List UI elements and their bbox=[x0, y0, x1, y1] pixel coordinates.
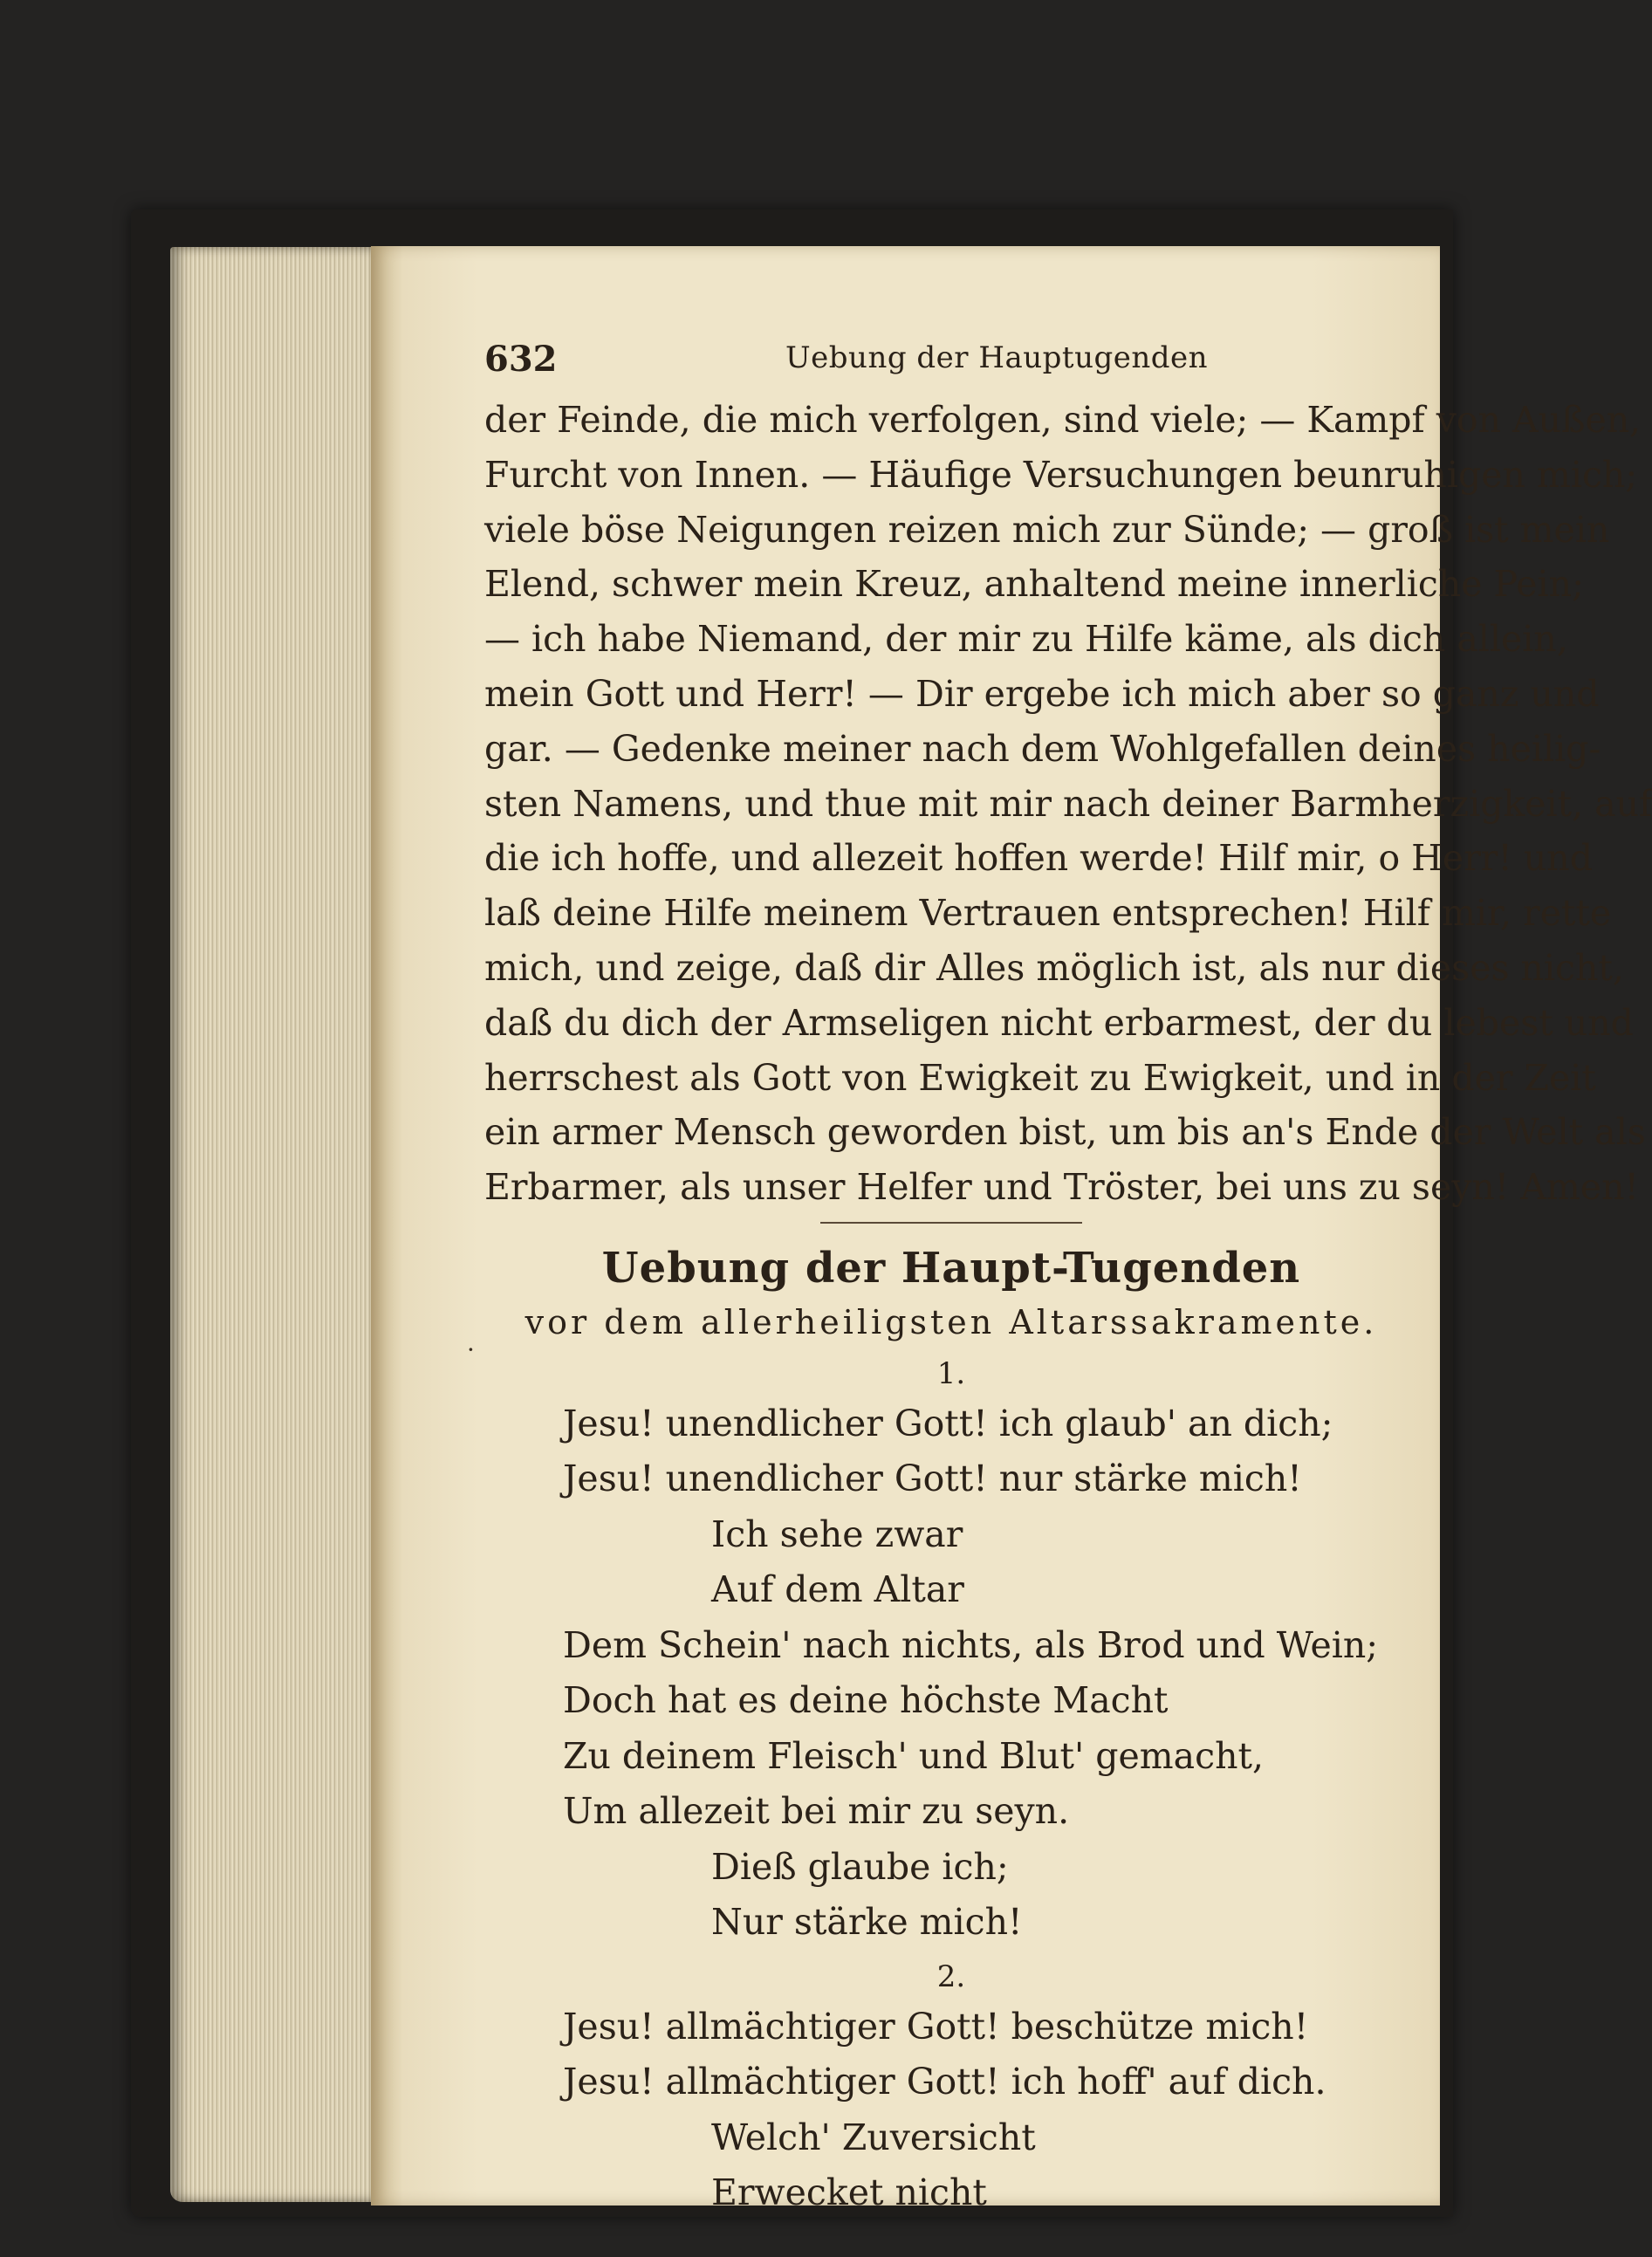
verse-line: Jesu! allmächtiger Gott! ich hoff' auf dich. bbox=[563, 2061, 1326, 2103]
verse-line: Welch' Zuversicht bbox=[711, 2116, 1036, 2158]
page-edges bbox=[170, 247, 380, 2202]
page-number: 632 bbox=[484, 339, 558, 380]
margin-dot: · bbox=[467, 1335, 475, 1364]
hymn bbox=[484, 1351, 1418, 2221]
stanza-number: 2. bbox=[936, 1959, 966, 1994]
verse-line: Zu deinem Fleisch' und Blut' gemacht, bbox=[563, 1734, 1265, 1777]
prose-line: die ich hoffe, und allezeit hoffen werde! Hilf mir, o Herr! und bbox=[484, 837, 1593, 880]
page-content bbox=[484, 332, 1652, 2221]
section-divider bbox=[820, 1222, 1082, 1224]
prose-line: laß deine Hilfe meinem Vertrauen entsprechen! Hilf mir, rette bbox=[484, 892, 1612, 935]
section-subtitle: vor dem allerheiligsten Altarssakramente. bbox=[524, 1302, 1378, 1341]
prose-line: ein armer Mensch geworden bist, um bis an's Ende der Welt als bbox=[484, 1111, 1646, 1154]
section-title: Uebung der Haupt-Tugenden bbox=[601, 1243, 1301, 1293]
running-head: Uebung der Hauptugenden bbox=[785, 340, 1209, 375]
verse-line: Doch hat es deine höchste Macht bbox=[563, 1679, 1169, 1722]
prose-line: daß du dich der Armseligen nicht erbarmest, der du lebest und bbox=[484, 1001, 1634, 1044]
prose-line: mich, und zeige, daß dir Alles möglich ist, als nur dieses nicht, bbox=[484, 946, 1624, 989]
verse-line: Ich sehe zwar bbox=[711, 1513, 963, 1555]
prose-line: Elend, schwer mein Kreuz, anhaltend meine innerliche Pein; bbox=[484, 563, 1584, 606]
verse-line: Jesu! unendlicher Gott! ich glaub' an dich; bbox=[563, 1402, 1333, 1444]
verse-line: Erwecket nicht bbox=[711, 2171, 987, 2214]
verse-line: Nur stärke mich! bbox=[711, 1901, 1023, 1944]
verse-line: Jesu! allmächtiger Gott! beschütze mich! bbox=[563, 2005, 1309, 2048]
page-header bbox=[484, 332, 1418, 393]
prose-line: Erbarmer, als unser Helfer und Tröster, bei uns zu seyn! Amen! bbox=[484, 1166, 1639, 1209]
prose-line: mein Gott und Herr! — Dir ergebe ich mich aber so ganz und bbox=[484, 672, 1600, 715]
verse-line: Dieß glaube ich; bbox=[711, 1845, 1009, 1888]
prose-line: gar. — Gedenke meiner nach dem Wohlgefallen deines heilig- bbox=[484, 727, 1601, 770]
prose-line: sten Namens, und thue mit mir nach deiner Barmherzigkeit, auf bbox=[484, 782, 1652, 825]
verse-line: Jesu! unendlicher Gott! nur stärke mich! bbox=[563, 1458, 1302, 1500]
prose-line: viele böse Neigungen reizen mich zur Sünde; — groß ist mein bbox=[484, 508, 1610, 551]
verse-line: Um allezeit bei mir zu seyn. bbox=[563, 1790, 1070, 1833]
prose-line: Furcht von Innen. — Häufige Versuchungen beunruhigen mich; bbox=[484, 453, 1638, 496]
verse-line: Dem Schein' nach nichts, als Brod und Wein; bbox=[563, 1623, 1379, 1666]
stanza-number: 1. bbox=[936, 1355, 966, 1391]
verse-line: Auf dem Altar bbox=[711, 1568, 964, 1611]
prose-line: der Feinde, die mich verfolgen, sind viele; — Kampf von Außen, bbox=[484, 399, 1642, 441]
prose-line: — ich habe Niemand, der mir zu Hilfe käme, als dich allein, bbox=[484, 618, 1568, 661]
prayer-text bbox=[484, 393, 1652, 1215]
prose-line: herrschest als Gott von Ewigkeit zu Ewigkeit, und in der Zeit bbox=[484, 1056, 1596, 1099]
